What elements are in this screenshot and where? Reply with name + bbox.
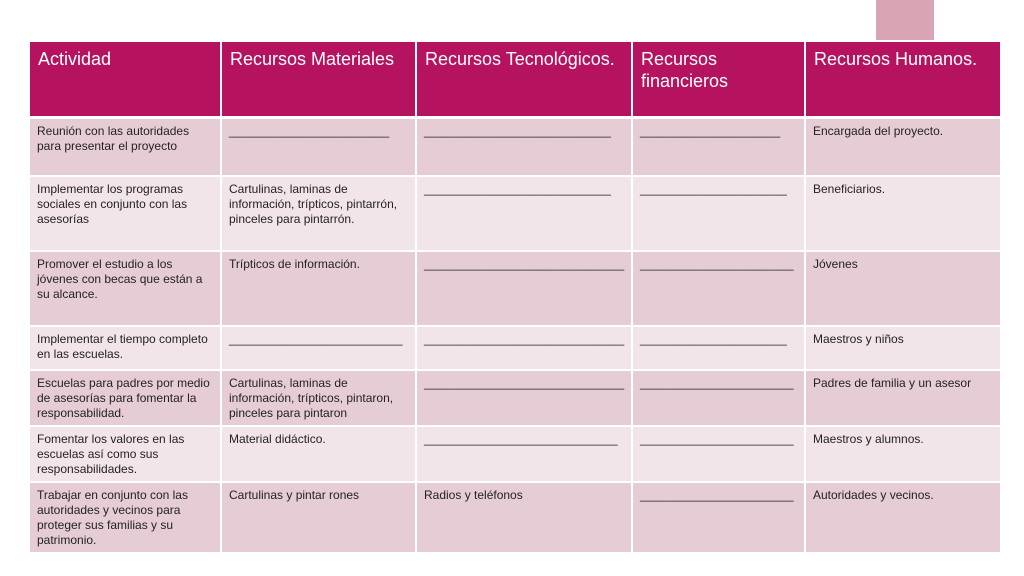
header-recursos-tecnologicos: Recursos Tecnológicos. [416, 42, 632, 118]
cell-humanos: Maestros y niños [805, 326, 1000, 370]
table-row [30, 370, 1000, 426]
cell-materiales: ________________________ [221, 118, 416, 176]
cell-humanos: Padres de familia y un asesor [805, 370, 1000, 426]
cell-tecnologicos: Radios y teléfonos [416, 482, 632, 553]
header-recursos-financieros: Recursos financieros [632, 42, 805, 118]
table-row [30, 118, 1000, 176]
cell-humanos: Maestros y alumnos. [805, 426, 1000, 482]
cell-actividad: Fomentar los valores en las escuelas así como sus responsabilidades. [30, 426, 221, 482]
cell-actividad: Implementar los programas sociales en conjunto con las asesorías [30, 176, 221, 251]
cell-humanos: Beneficiarios. [805, 176, 1000, 251]
table-row [30, 426, 1000, 482]
cell-materiales: Trípticos de información. [221, 251, 416, 326]
resources-table [30, 42, 1000, 554]
cell-actividad: Implementar el tiempo completo en las escuelas. [30, 326, 221, 370]
cell-materiales: Cartulinas, laminas de información, trípticos, pintaron, pinceles para pintaron [221, 370, 416, 426]
cell-tecnologicos: ______________________________ [416, 251, 632, 326]
table-row [30, 482, 1000, 553]
cell-tecnologicos: ____________________________ [416, 118, 632, 176]
cell-tecnologicos: ____________________________ [416, 176, 632, 251]
cell-financieros: ______________________ [632, 176, 805, 251]
table-header-row [30, 42, 1000, 118]
cell-tecnologicos: _____________________________ [416, 426, 632, 482]
cell-actividad: Escuelas para padres por medio de asesorías para fomentar la responsabilidad. [30, 370, 221, 426]
cell-financieros: ______________________ [632, 326, 805, 370]
cell-materiales: Material didáctico. [221, 426, 416, 482]
cell-financieros: _______________________ [632, 482, 805, 553]
cell-actividad: Reunión con las autoridades para presentar el proyecto [30, 118, 221, 176]
cell-financieros: _____________________ [632, 118, 805, 176]
header-recursos-humanos: Recursos Humanos. [805, 42, 1000, 118]
cell-materiales: __________________________ [221, 326, 416, 370]
cell-humanos: Encargada del proyecto. [805, 118, 1000, 176]
header-actividad: Actividad [30, 42, 221, 118]
cell-materiales: Cartulinas y pintar rones [221, 482, 416, 553]
cell-materiales: Cartulinas, laminas de información, trípticos, pintarrón, pinceles para pintarrón. [221, 176, 416, 251]
cell-actividad: Promover el estudio a los jóvenes con becas que están a su alcance. [30, 251, 221, 326]
table-row [30, 251, 1000, 326]
accent-block [876, 0, 934, 40]
table-row [30, 176, 1000, 251]
table-row [30, 326, 1000, 370]
cell-tecnologicos: ______________________________ [416, 370, 632, 426]
cell-tecnologicos: ______________________________ [416, 326, 632, 370]
header-recursos-materiales: Recursos Materiales [221, 42, 416, 118]
cell-humanos: Jóvenes [805, 251, 1000, 326]
cell-financieros: _______________________ [632, 426, 805, 482]
cell-humanos: Autoridades y vecinos. [805, 482, 1000, 553]
cell-financieros: _______________________ [632, 251, 805, 326]
cell-actividad: Trabajar en conjunto con las autoridades y vecinos para proteger sus familias y su patrimonio. [30, 482, 221, 553]
cell-financieros: _______________________ [632, 370, 805, 426]
